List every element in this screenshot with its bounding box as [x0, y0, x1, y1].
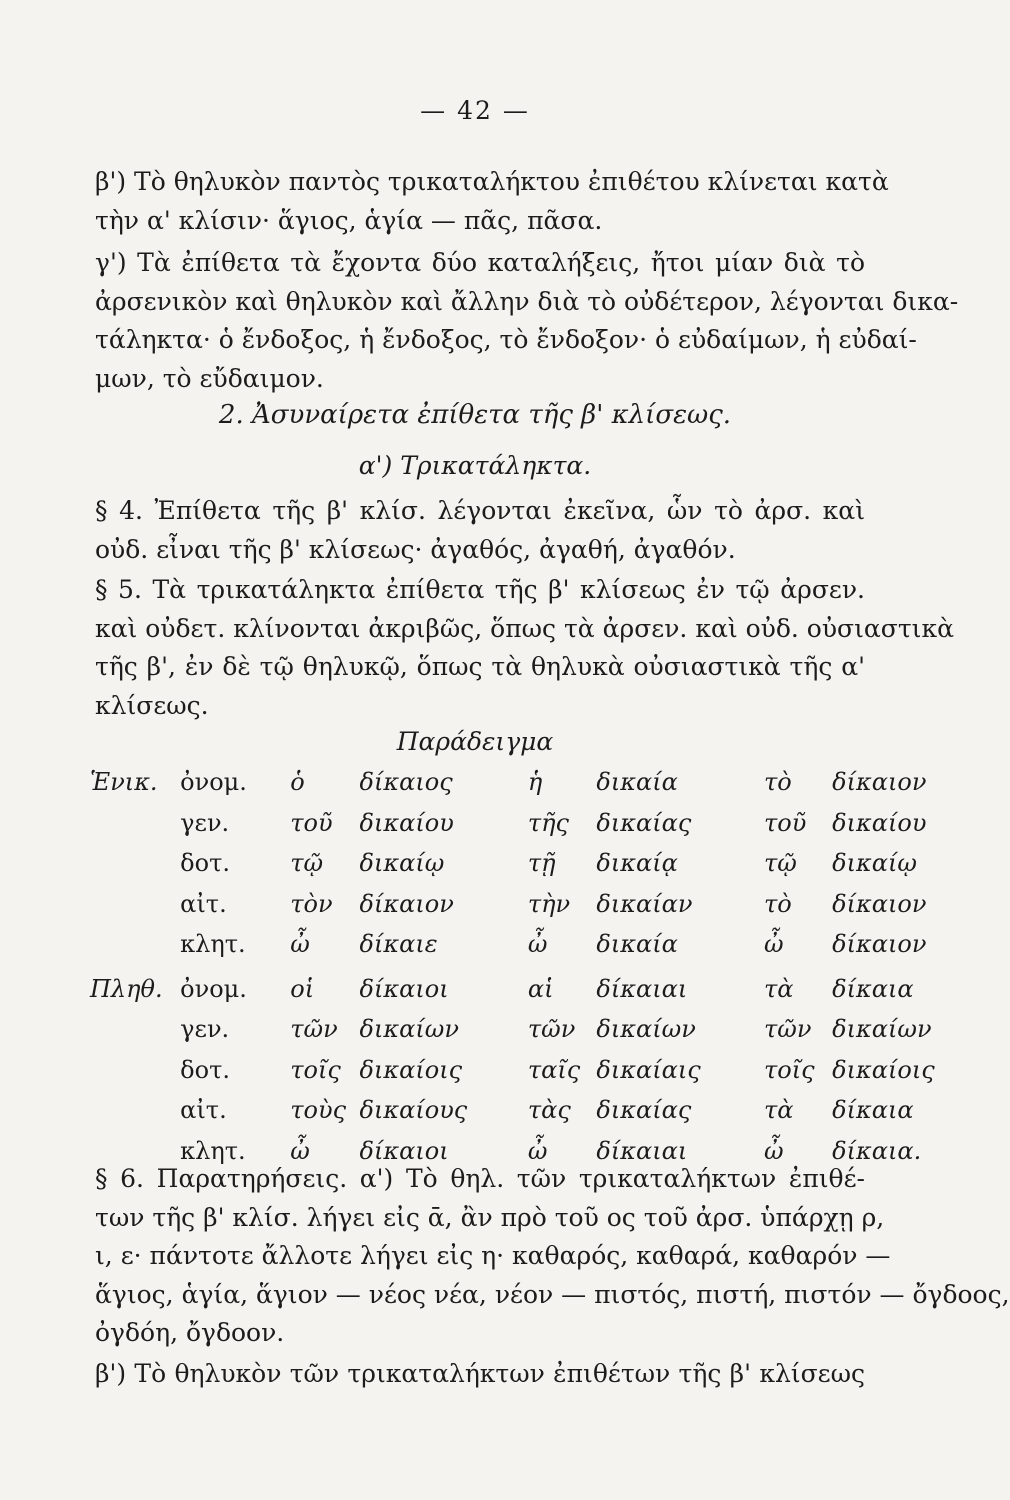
table-row [90, 803, 950, 844]
text-line: κλίσεως. [95, 690, 209, 720]
example-title [0, 727, 950, 756]
fem-article: τῶν [527, 1015, 576, 1044]
masc-form: δικαίων [359, 1015, 459, 1044]
masc-form: δίκαιοι [359, 1136, 449, 1165]
section-heading: 2. Ἀσυναίρετα ἐπίθετα τῆς β' κλίσεως. [218, 400, 732, 430]
fem-article: ὦ [527, 1136, 548, 1165]
fem-form: δίκαιαι [596, 1136, 688, 1165]
masc-article: τὸν [290, 889, 333, 918]
masc-article: τοῖς [290, 1055, 341, 1084]
text-line: § 6. Παρατηρήσεις. α') Τὸ θηλ. τῶν τρικαταλήκτων ἐπιθέ- [95, 1164, 865, 1193]
text-line: ἅγιος, ἁγία, ἅγιον — νέος νέα, νέον — πιστός, πιστή, πιστόν — ὄγδοος, [95, 1279, 1010, 1309]
neut-article: τοῖς [764, 1055, 815, 1084]
masc-form: δίκαιος [359, 768, 453, 797]
fem-form: δικαίας [596, 1096, 692, 1125]
masc-article: τῶν [290, 1015, 338, 1044]
text-line: ι, ε· πάντοτε ἄλλοτε λήγει εἰς η· καθαρός, καθαρά, καθαρόν — [95, 1241, 891, 1270]
fem-article: ταῖς [527, 1055, 581, 1084]
table-row [90, 1050, 950, 1091]
text-line: οὐδ. εἶναι τῆς β' κλίσεως· ἀγαθός, ἀγαθή, ἀγαθόν. [95, 534, 736, 564]
neut-article: τὸ [764, 768, 792, 797]
fem-form: δικαία [596, 768, 678, 797]
table-row [90, 924, 950, 965]
neut-form: δίκαια [832, 1096, 914, 1125]
declension-table [90, 762, 950, 1171]
masc-article: ὦ [290, 930, 310, 959]
neut-form: δικαίοις [832, 1055, 935, 1084]
fem-form: δίκαιαι [596, 974, 688, 1003]
page-number: — 42 — [420, 96, 530, 125]
neut-article: τοῦ [764, 808, 807, 837]
text-line: μων, τὸ εὔδαιμον. [95, 363, 324, 393]
masc-article: τῷ [290, 849, 324, 878]
neut-article: τὸ [764, 889, 792, 918]
neut-article: ὦ [764, 1136, 784, 1165]
case-label: γεν. [180, 808, 230, 837]
text-line: καὶ οὐδετ. κλίνονται ἀκριβῶς, ὅπως τὰ ἀρσεν. καὶ οὐδ. οὐσιαστικὰ [95, 613, 954, 643]
table-row [90, 1090, 950, 1131]
subsection-heading: α') Τρικατάληκτα. [358, 451, 592, 480]
fem-article: τὴν [527, 889, 571, 918]
text-line: γ') Τὰ ἐπίθετα τὰ ἔχοντα δύο καταλήξεις, ἤτοι μίαν διὰ τὸ [95, 248, 865, 277]
fem-form: δικαίων [596, 1015, 696, 1044]
paragraph-6 [95, 1160, 1010, 1353]
table-row [90, 1009, 950, 1050]
text-line: β') Τὸ θηλυκὸν παντὸς τρικαταλήκτου ἐπιθέτου κλίνεται κατὰ [95, 167, 889, 196]
neut-form: δικαίῳ [832, 849, 917, 878]
masc-form: δίκαιοι [359, 974, 449, 1003]
masc-article: τοὺς [290, 1096, 347, 1125]
neut-form: δίκαιον [832, 889, 927, 918]
masc-article: τοῦ [290, 808, 333, 837]
text-line: τὴν α' κλίσιν· ἅγιος, ἁγία — πᾶς, πᾶσα. [95, 205, 603, 235]
neut-form: δικαίων [832, 1015, 932, 1044]
table-row [90, 965, 950, 1010]
paragraph-4 [95, 492, 865, 569]
neut-form: δίκαια [832, 974, 914, 1003]
case-label: αἰτ. [180, 889, 227, 918]
fem-form: δικαίαις [596, 1055, 701, 1084]
text-line: τάληκτα· ὁ ἔνδοξος, ἡ ἔνδοξος, τὸ ἔνδοξον· ὁ εὐδαίμων, ἡ εὐδαί- [95, 325, 917, 354]
table-row [90, 843, 950, 884]
case-label: γεν. [180, 1015, 230, 1044]
text-line: των τῆς β' κλίσ. λήγει εἰς ᾱ, ἂν πρὸ τοῦ ος τοῦ ἀρσ. ὑπάρχῃ ρ, [95, 1202, 885, 1232]
case-label: αἰτ. [180, 1096, 227, 1125]
neut-article: τὰ [764, 1096, 794, 1125]
neut-form: δίκαιον [832, 768, 927, 797]
text-line: τῆς β', ἐν δὲ τῷ θηλυκῷ, ὅπως τὰ θηλυκὰ οὐσιαστικὰ τῆς α' [95, 652, 865, 681]
number-label-plural: Πληθ. [90, 974, 163, 1003]
text-line: ἀρσενικὸν καὶ θηλυκὸν καὶ ἄλλην διὰ τὸ οὐδέτερον, λέγονται δικα- [95, 286, 959, 316]
fem-form: δικαίας [596, 808, 692, 837]
table-row [90, 762, 950, 803]
text-line: § 5. Τὰ τρικατάληκτα ἐπίθετα τῆς β' κλίσεως ἐν τῷ ἀρσεν. [95, 575, 865, 604]
text-line: § 4. Ἐπίθετα τῆς β' κλίσ. λέγονται ἐκεῖνα, ὧν τὸ ἀρσ. καὶ [95, 496, 865, 525]
masc-form: δικαίοις [359, 1055, 463, 1084]
rule-b-paragraph [95, 163, 889, 240]
case-label: κλητ. [180, 1136, 246, 1165]
text-line: β') Τὸ θηλυκὸν τῶν τρικαταλήκτων ἐπιθέτων τῆς β' κλίσεως [95, 1359, 865, 1388]
masc-form: δίκαιον [359, 889, 454, 918]
masc-article: ὦ [290, 1136, 310, 1165]
neut-article: ὦ [764, 930, 784, 959]
case-label: δοτ. [180, 1055, 230, 1084]
table-row [90, 884, 950, 925]
case-label: κλητ. [180, 930, 246, 959]
example-title-text: Παράδειγμα [396, 727, 554, 756]
neut-form: δίκαια. [832, 1136, 922, 1165]
case-label: ὀνομ. [180, 768, 247, 797]
paragraph-6b [95, 1355, 865, 1394]
fem-form: δικαίαν [596, 889, 693, 918]
masc-article: οἱ [290, 974, 315, 1003]
masc-form: δικαίῳ [359, 849, 445, 878]
neut-article: τῶν [764, 1015, 812, 1044]
neut-form: δικαίου [832, 808, 927, 837]
fem-article: τῇ [527, 849, 556, 878]
fem-article: αἱ [527, 974, 554, 1003]
masc-article: ὁ [290, 768, 305, 797]
fem-article: τῆς [527, 808, 569, 837]
neut-article: τὰ [764, 974, 794, 1003]
masc-form: δικαίου [359, 808, 454, 837]
fem-article: τὰς [527, 1096, 571, 1125]
fem-form: δικαίᾳ [596, 849, 678, 878]
paragraph-5 [95, 571, 954, 725]
number-label-singular: Ἑνικ. [90, 768, 158, 797]
text-line: ὀγδόη, ὄγδοον. [95, 1318, 285, 1347]
fem-article: ἡ [527, 768, 543, 797]
case-label: ὀνομ. [180, 974, 247, 1003]
neut-article: τῷ [764, 849, 797, 878]
rule-g-paragraph [95, 244, 959, 398]
case-label: δοτ. [180, 849, 230, 878]
fem-form: δικαία [596, 930, 678, 959]
masc-form: δικαίους [359, 1096, 468, 1125]
fem-article: ὦ [527, 930, 548, 959]
neut-form: δίκαιον [832, 930, 927, 959]
masc-form: δίκαιε [359, 930, 438, 959]
